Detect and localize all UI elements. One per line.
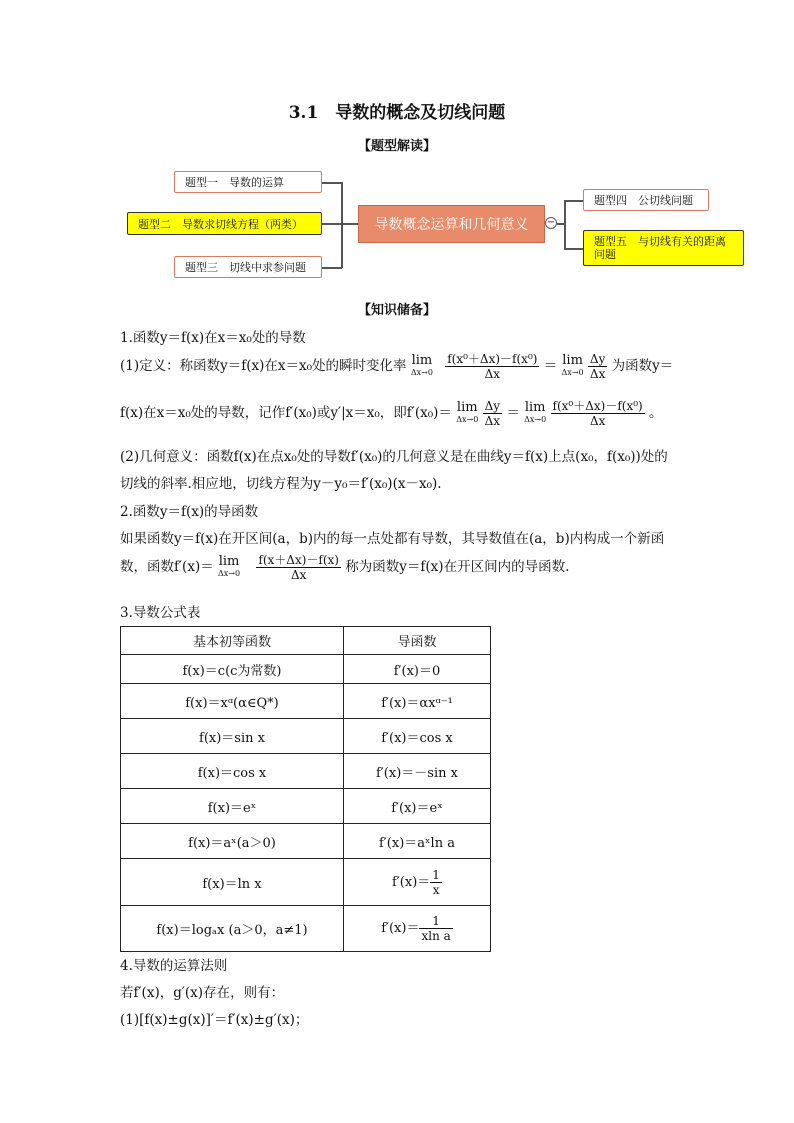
fraction: [445, 352, 539, 381]
table-cell: f′(x)＝αxᵅ⁻¹: [344, 684, 491, 719]
denominator: Δx: [290, 568, 307, 582]
lim-text: lim: [218, 553, 240, 569]
connector: [322, 182, 342, 184]
table-cell: f(x)＝xᵅ(α∈Q*): [121, 684, 344, 719]
text: 称为函数y＝f(x)在开区间内的导函数.: [345, 559, 570, 575]
fraction: [551, 399, 645, 428]
lim-text: lim: [524, 399, 546, 415]
lim-text: lim: [456, 399, 478, 415]
table-row: [121, 824, 491, 859]
table-header-cell: 导函数: [344, 627, 491, 655]
table-row: [121, 684, 491, 719]
table-cell: f′(x)＝－sin x: [344, 754, 491, 789]
text: 。: [649, 405, 663, 421]
rule-1: (1)[f(x)±g(x)]′＝f′(x)±g′(x)；: [120, 1012, 309, 1028]
numerator: Δy: [484, 399, 501, 413]
denominator: Δx: [589, 367, 606, 381]
geometric-meaning-line-2: 切线的斜率.相应地，切线方程为y－y₀＝f′(x₀)(x－x₀).: [120, 476, 442, 492]
limit: [456, 399, 479, 426]
limit: [524, 399, 547, 426]
table-cell: f′(x)＝cos x: [344, 719, 491, 754]
equals: ＝: [506, 405, 520, 421]
table-cell: f(x)＝sin x: [121, 719, 344, 754]
table-row: [121, 754, 491, 789]
table-cell: [344, 906, 491, 952]
denominator: Δx: [589, 414, 606, 428]
mindmap-node-3[interactable]: 题型三 切线中求参问题: [174, 256, 322, 278]
fraction: [256, 553, 341, 582]
connector: [564, 200, 583, 202]
mindmap-center-node[interactable]: 导数概念运算和几何意义: [358, 205, 545, 243]
connector: [322, 267, 342, 269]
lim-sub: Δx→0: [218, 568, 241, 578]
connector: [564, 248, 583, 250]
lim-sub: Δx→0: [456, 414, 479, 424]
lim-sub: Δx→0: [410, 367, 433, 377]
lim-text: lim: [411, 352, 433, 368]
fraction: [419, 914, 452, 943]
denominator: xln a: [421, 929, 451, 943]
table-cell: f′(x)＝eˣ: [344, 789, 491, 824]
connector: [564, 200, 566, 249]
table-row: [121, 906, 491, 952]
derivative-function-line-2: [120, 553, 569, 582]
definition-line-1: [120, 352, 673, 381]
table-cell: [344, 859, 491, 906]
numerator: 1: [432, 867, 440, 882]
definition-line-2: [120, 399, 663, 428]
table-row: [121, 789, 491, 824]
connector: [322, 223, 358, 225]
lim-text: lim: [562, 352, 583, 368]
numerator: f(x⁰＋Δx)－f(x⁰): [447, 352, 538, 366]
table-cell: f(x)＝eˣ: [121, 789, 344, 824]
fraction: [483, 399, 502, 428]
lim-sub: Δx→0: [561, 367, 584, 377]
table-cell: f(x)＝c(c为常数): [121, 655, 344, 684]
section-heading-zhishi: 【知识储备】: [357, 303, 436, 318]
table-cell: f(x)＝logₐx (a＞0，a≠1): [121, 906, 344, 952]
table-cell: f(x)＝cos x: [121, 754, 344, 789]
collapse-icon[interactable]: −: [546, 217, 556, 228]
page-title: 3.1 导数的概念及切线问题: [288, 103, 506, 123]
heading-4: 4.导数的运算法则: [120, 958, 228, 974]
table-cell: f(x)＝aˣ(a＞0): [121, 824, 344, 859]
mindmap-node-1[interactable]: 题型一 导数的运算: [174, 171, 322, 193]
text: f′(x)＝: [381, 921, 420, 936]
table-row: [121, 719, 491, 754]
rule-intro: 若f′(x)，g′(x)存在，则有：: [120, 985, 285, 1001]
heading-3: 3.导数公式表: [120, 605, 201, 621]
denominator: Δx: [484, 367, 501, 381]
numerator: Δy: [589, 352, 606, 366]
table-header-row: [121, 627, 491, 655]
derivative-formula-table: [120, 626, 491, 952]
table-row: [121, 655, 491, 684]
denominator: x: [432, 882, 440, 897]
text: 数，函数f′(x)＝: [120, 559, 214, 575]
table-header-cell: 基本初等函数: [121, 627, 344, 655]
equals: ＝: [543, 358, 558, 374]
lim-sub: Δx→0: [524, 414, 547, 424]
geometric-meaning-line-1: (2)几何意义：函数f(x)在点x₀处的导数f′(x₀)的几何意义是在曲线y＝f(x)上点(x₀，f(x₀))处的: [120, 449, 668, 465]
text: f(x)在x＝x₀处的导数，记作f′(x₀)或y′|x＝x₀，即f′(x₀)＝: [120, 405, 452, 421]
numerator: f(x＋Δx)－f(x): [258, 553, 339, 567]
heading-1: 1.函数y＝f(x)在x＝x₀处的导数: [120, 330, 306, 346]
mindmap-node-5[interactable]: 题型五 与切线有关的距离问题: [583, 230, 744, 266]
table-cell: f(x)＝ln x: [121, 859, 344, 906]
table-cell: f′(x)＝aˣln a: [344, 824, 491, 859]
text: (1)定义：称函数y＝f(x)在x＝x₀处的瞬时变化率: [120, 358, 407, 374]
denominator: Δx: [484, 414, 501, 428]
section-heading-tixing: 【题型解读】: [357, 139, 436, 154]
limit: [218, 553, 241, 580]
fraction: [588, 352, 607, 381]
limit: [561, 352, 584, 379]
numerator: f(x⁰＋Δx)－f(x⁰): [552, 399, 643, 413]
mindmap-node-4[interactable]: 题型四 公切线问题: [583, 189, 709, 211]
numerator: 1: [419, 914, 452, 929]
mindmap-node-2[interactable]: 题型二 导数求切线方程（两类）: [127, 212, 322, 235]
limit: [410, 352, 433, 379]
text: 为函数y＝: [611, 358, 674, 374]
table-row: [121, 859, 491, 906]
text: f′(x)＝: [392, 874, 431, 890]
heading-2: 2.函数y＝f(x)的导函数: [120, 504, 259, 520]
table-cell: f′(x)＝0: [344, 655, 491, 684]
fraction: [430, 868, 442, 897]
connector: [341, 182, 343, 268]
derivative-function-line-1: 如果函数y＝f(x)在开区间(a，b)内的每一点处都有导数，其导数值在(a，b)内构成一个新函: [120, 531, 665, 547]
